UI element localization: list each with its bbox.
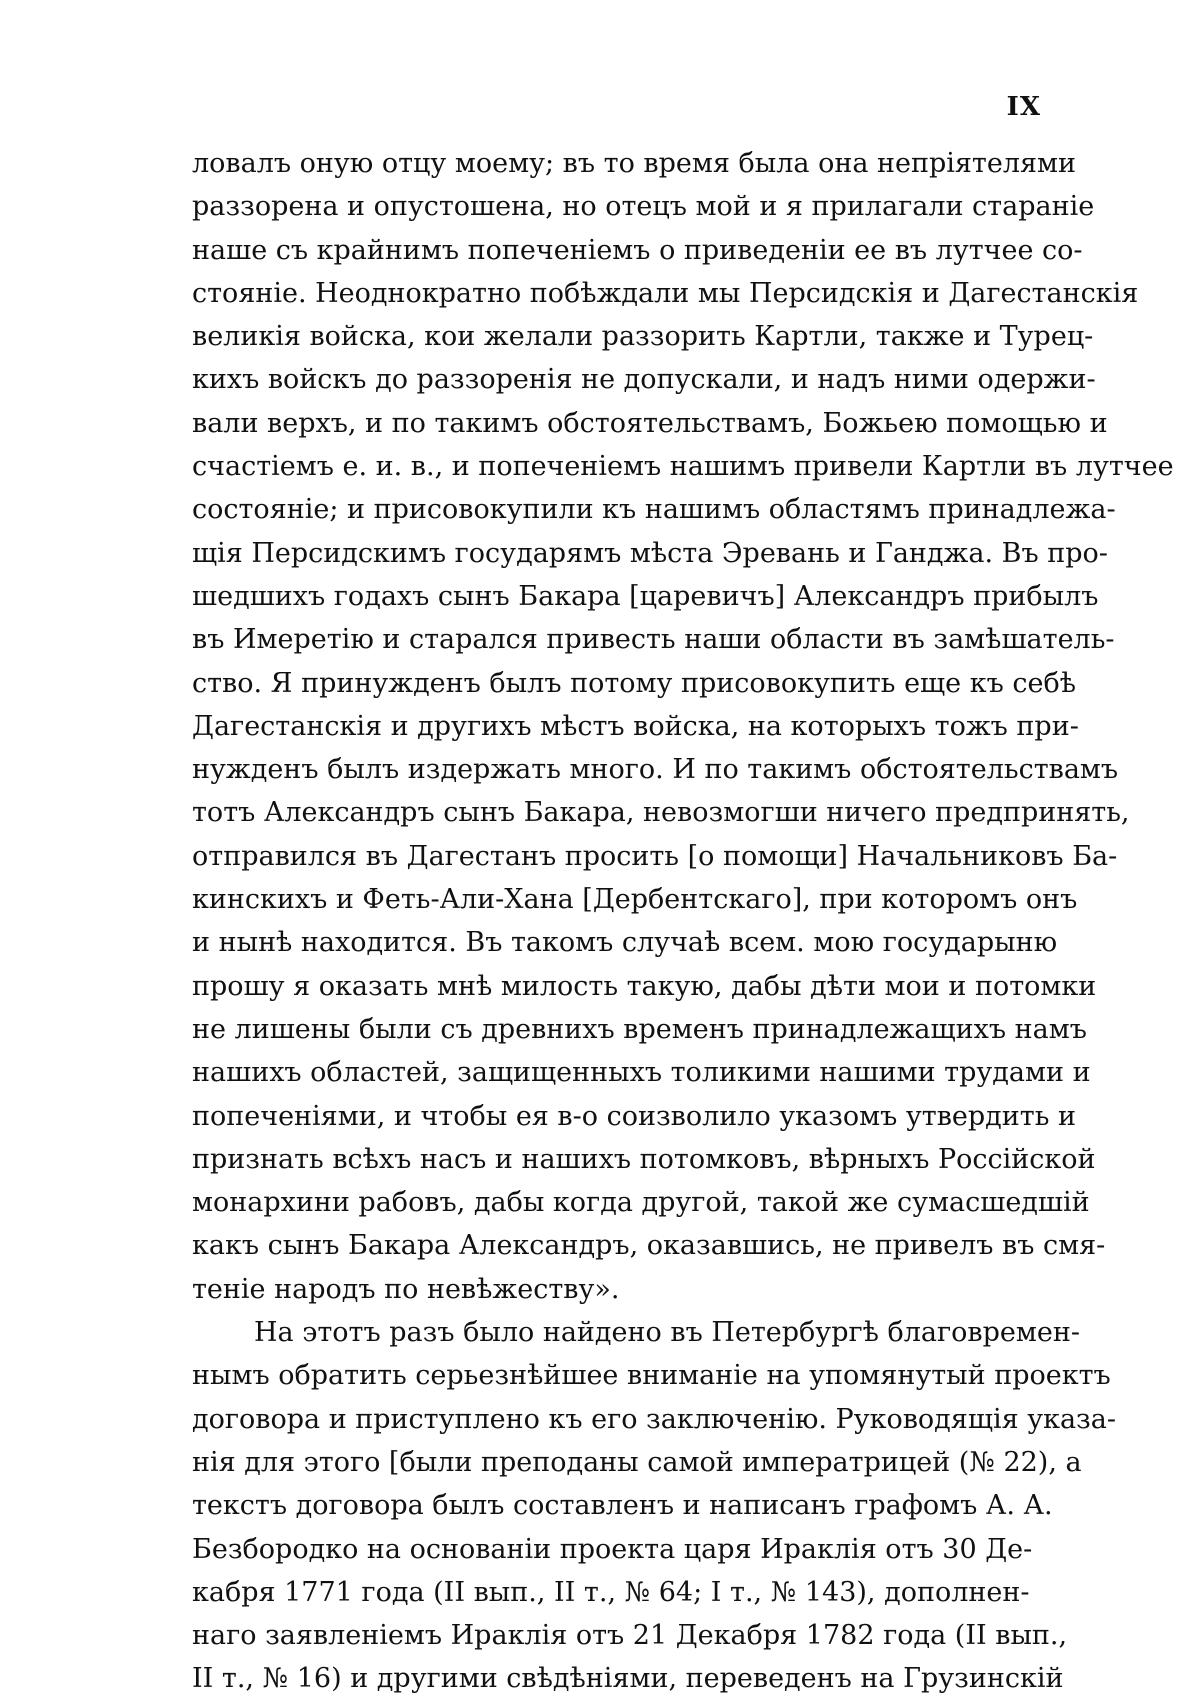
text-line: какъ сынъ Бакара Александръ, оказавшись, не привелъ въ смя- [192,1230,1106,1262]
text-line: стояніе. Неоднократно побѣждали мы Персидскія и Дагестанскія [192,277,1139,309]
text-line: кинскихъ и Феть-Али-Хана [Дербентскаго], при которомъ онъ [192,884,1078,916]
text-line: Дагестанскія и другихъ мѣстъ войска, на которыхъ тожъ при- [192,710,1079,742]
text-line: не лишены были съ древнихъ временъ принадлежащихъ намъ [192,1013,1087,1045]
text-line: вали верхъ, и по такимъ обстоятельствамъ, Божьею помощью и [192,407,1108,439]
text-line: ство. Я принужденъ былъ потому присовокупить еще къ себѣ [192,667,1076,699]
text-line: тотъ Александръ сынъ Бакара, невозмогши ничего предпринять, [192,797,1130,829]
text-line: въ Имеретію и старался привесть наши области въ замѣшатель- [192,624,1115,656]
text-line: и нынѣ находится. Въ такомъ случаѣ всем. мою государыню [192,927,1058,959]
text-line: ловалъ оную отцу моему; въ то время была она непріятелями [192,148,1077,179]
text-line: прошу я оказать мнѣ милость такую, дабы дѣти мои и потомки [192,970,1097,1002]
text-line: наше съ крайнимъ попеченіемъ о приведеніи ее въ лутчее со- [192,234,1083,266]
text-line: счастіемъ е. и. в., и попеченіемъ нашимъ привели Картли въ лутчее [192,451,1174,483]
text-line: попеченіями, и чтобы ея в-о соизволило указомъ утвердить и [192,1100,1076,1132]
text-line: договора и приступлено къ его заключенію. Руководящія указа- [192,1403,1116,1435]
body-text [192,142,1174,1701]
text-line: кихъ войскъ до раззоренія не допускали, и надъ ними одержи- [192,364,1096,396]
text-line: великія войска, кои желали раззорить Картли, также и Турец- [192,321,1094,353]
text-line: нымъ обратить серьезнѣйшее вниманіе на упомянутый проектъ [192,1360,1111,1392]
text-line: шедшихъ годахъ сынъ Бакара [царевичъ] Александръ прибылъ [192,580,1099,612]
page-number: IX [1006,92,1041,122]
text-line: щія Персидскимъ государямъ мѣста Эревань и Ганджа. Въ про- [192,537,1108,569]
text-line: кабря 1771 года (II вып., II т., № 64; I т., № 143), дополнен- [192,1576,1030,1608]
text-line: раззорена и опустошена, но отецъ мой и я прилагали стараніе [192,191,1095,223]
text-line: состояніе; и присовокупили къ нашимъ областямъ принадлежа- [192,494,1116,526]
text-line: II т., № 16) и другими свѣдѣніями, переведенъ на Грузинскій [192,1663,1064,1695]
text-line: признать всѣхъ насъ и нашихъ потомковъ, вѣрныхъ Россійской [192,1143,1096,1175]
paragraph-2 [192,1311,1116,1701]
text-line: нужденъ былъ издержать много. И по такимъ обстоятельствамъ [192,754,1119,786]
text-line: наго заявленіемъ Ираклія отъ 21 Декабря 1782 года (II вып., [192,1620,1068,1652]
text-line: отправился въ Дагестанъ просить [о помощи] Начальниковъ Ба- [192,840,1118,872]
text-line: Безбородко на основаніи проекта царя Ираклія отъ 30 Де- [192,1533,1033,1565]
text-line: нашихъ областей, защищенныхъ толикими нашими трудами и [192,1057,1091,1089]
text-line: монархини рабовъ, дабы когда другой, такой же сумасшедшій [192,1187,1090,1219]
text-line: нія для этого [были преподаны самой императрицей (№ 22), а [192,1446,1082,1478]
text-line: На этотъ разъ было найдено въ Петербургѣ благовремен- [254,1317,1080,1349]
text-line: текстъ договора былъ составленъ и написанъ графомъ А. А. [192,1490,1053,1522]
paragraph-1 [192,142,1174,1311]
text-line: теніе народъ по невѣжеству». [192,1273,620,1305]
